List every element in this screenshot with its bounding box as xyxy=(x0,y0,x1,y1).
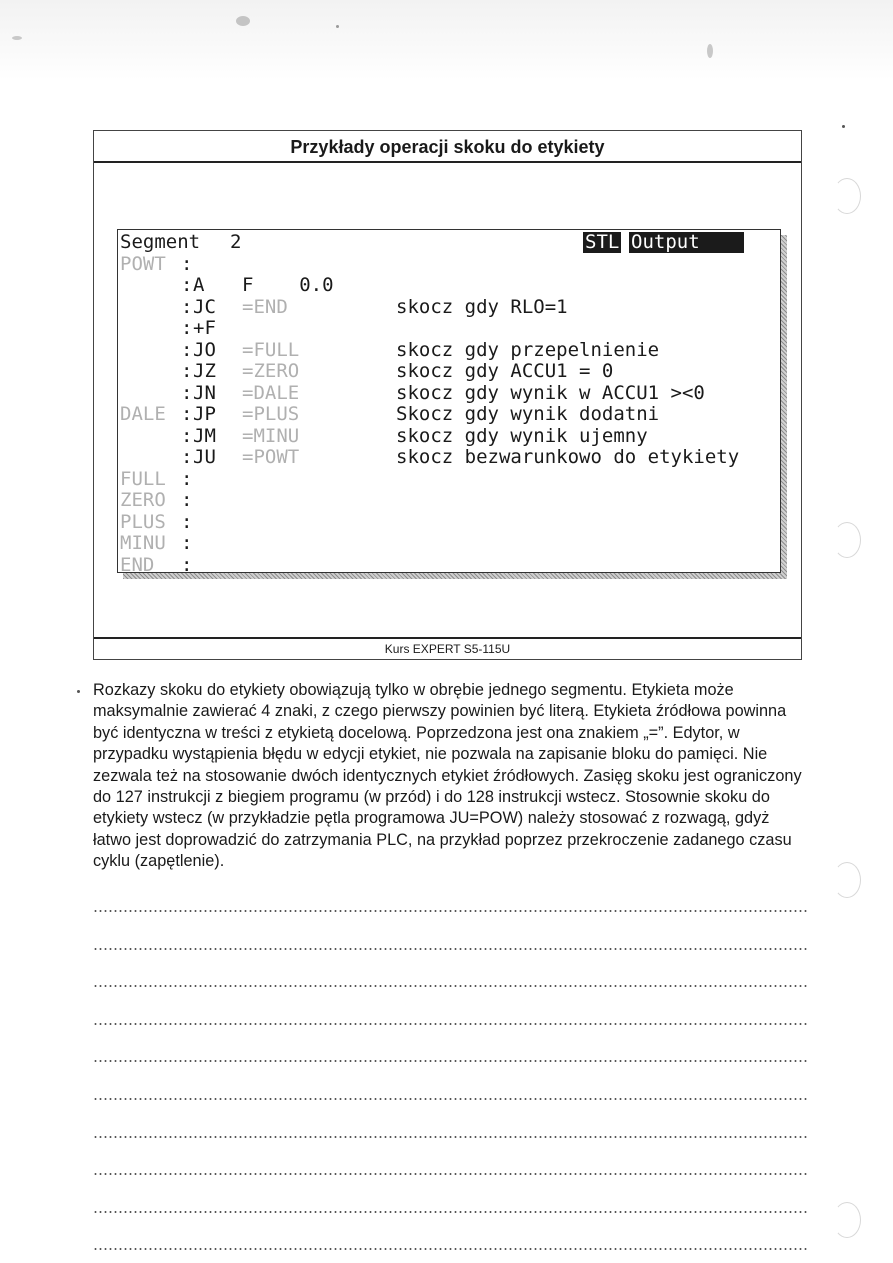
row-comment: skocz gdy ACCU1 = 0 xyxy=(396,360,614,382)
row-opcode: JZ xyxy=(193,360,216,382)
segment-label: Segment xyxy=(120,231,201,253)
row-label: MINU xyxy=(120,532,166,554)
scan-speck xyxy=(336,25,339,28)
note-dotted-line xyxy=(93,1023,807,1025)
row-separator: : xyxy=(181,338,193,361)
note-dotted-line xyxy=(93,1098,807,1100)
scan-speck xyxy=(12,36,22,40)
note-dotted-line xyxy=(93,910,807,912)
note-dotted-line xyxy=(93,1060,807,1062)
figure-title: Przykłady operacji skoku do etykiety xyxy=(290,137,605,157)
stl-badge: STL xyxy=(585,231,620,253)
row-separator: : xyxy=(181,381,193,404)
note-dotted-line xyxy=(93,1211,807,1213)
row-operand: =PLUS xyxy=(242,403,300,425)
row-operand: =POWT xyxy=(242,446,300,468)
stl-screen xyxy=(117,229,781,576)
punch-hole-mark xyxy=(833,178,861,214)
figure-frame xyxy=(93,130,802,660)
row-separator: : xyxy=(181,295,193,318)
row-comment: skocz gdy wynik ujemny xyxy=(396,424,648,447)
row-separator: : xyxy=(181,317,193,339)
row-comment: skocz gdy wynik w ACCU1 ><0 xyxy=(396,381,705,404)
row-label: FULL xyxy=(120,467,166,490)
row-comment: Skocz gdy wynik dodatni xyxy=(396,403,660,425)
body-paragraph: Rozkazy skoku do etykiety obowiązują tylko w obrębie jednego segmentu. Etykieta może maksymalnie zawierać 4 znaki, z czego pierwszy powinien być literą. Etykieta źródłowa powinna być identyczna w treści z etykietą docelową. Poprzedzona jest ona znakiem „=”. Edytor, w przypadku wystąpienia błędu w edycji etykiet, nie pozwala na zapisanie bloku do pamięci. Nie zezwala też na stosowanie dwóch identycznych etykiet źródłowych. Zasięg skoku jest ograniczony do 127 instrukcji z biegiem programu (w przód) i do 128 instrukcji wstecz. Stosownie skoku do etykiety wstecz (w przykładzie pętla programowa JU=POW) należy stosować z rozwagą, gdyż łatwo jest doprowadzić do zatrzymania PLC, na przykład poprzez przekroczenie zadanego czasu cyklu (zapętlenie). xyxy=(93,681,802,871)
row-separator: : xyxy=(181,252,193,275)
note-dotted-line xyxy=(93,1173,807,1175)
row-label: PLUS xyxy=(120,510,166,533)
note-dotted-line xyxy=(93,1248,807,1250)
row-opcode: JM xyxy=(193,424,216,447)
row-label: ZERO xyxy=(120,489,166,511)
row-separator: : xyxy=(181,532,193,554)
row-separator: : xyxy=(181,510,193,533)
row-operand: =ZERO xyxy=(242,360,300,382)
row-operand: =FULL xyxy=(242,338,300,361)
row-separator: : xyxy=(181,553,193,576)
row-separator: : xyxy=(181,489,193,511)
caption-rule xyxy=(94,637,801,639)
note-dotted-line xyxy=(93,1136,807,1138)
row-separator: : xyxy=(181,403,193,425)
scan-speck xyxy=(77,690,80,693)
row-label: POWT xyxy=(120,252,166,275)
row-opcode: A xyxy=(193,274,205,296)
row-label: END xyxy=(120,553,155,576)
row-separator: : xyxy=(181,274,193,296)
row-operand: =END xyxy=(242,295,288,318)
note-dotted-line xyxy=(93,985,807,987)
punch-hole-mark xyxy=(833,862,861,898)
row-separator: : xyxy=(181,446,193,468)
row-opcode: JU xyxy=(193,446,216,468)
row-comment: skocz gdy RLO=1 xyxy=(396,295,568,318)
row-comment: skocz gdy przepelnienie xyxy=(396,338,660,361)
row-opcode: +F xyxy=(193,317,216,339)
row-operand: F 0.0 xyxy=(242,274,334,296)
segment-number: 2 xyxy=(230,231,242,253)
scan-speck xyxy=(842,125,845,128)
row-opcode: JC xyxy=(193,295,216,318)
row-opcode: JP xyxy=(193,403,216,425)
figure-caption: Kurs EXPERT S5-115U xyxy=(384,642,511,656)
output-badge: Output xyxy=(629,232,744,253)
row-label: DALE xyxy=(120,403,166,425)
row-opcode: JO xyxy=(193,338,216,361)
scan-top-shading xyxy=(0,0,893,80)
row-separator: : xyxy=(181,360,193,382)
row-separator: : xyxy=(181,424,193,447)
row-opcode: JN xyxy=(193,381,216,404)
punch-hole-mark xyxy=(833,522,861,558)
row-comment: skocz bezwarunkowo do etykiety xyxy=(396,446,740,468)
row-operand: =MINU xyxy=(242,424,300,447)
row-separator: : xyxy=(181,467,193,490)
title-rule xyxy=(94,161,801,163)
row-operand: =DALE xyxy=(242,381,300,404)
punch-hole-mark xyxy=(833,1202,861,1238)
scan-speck xyxy=(707,44,713,58)
note-dotted-line xyxy=(93,948,807,950)
scan-speck xyxy=(236,16,250,26)
